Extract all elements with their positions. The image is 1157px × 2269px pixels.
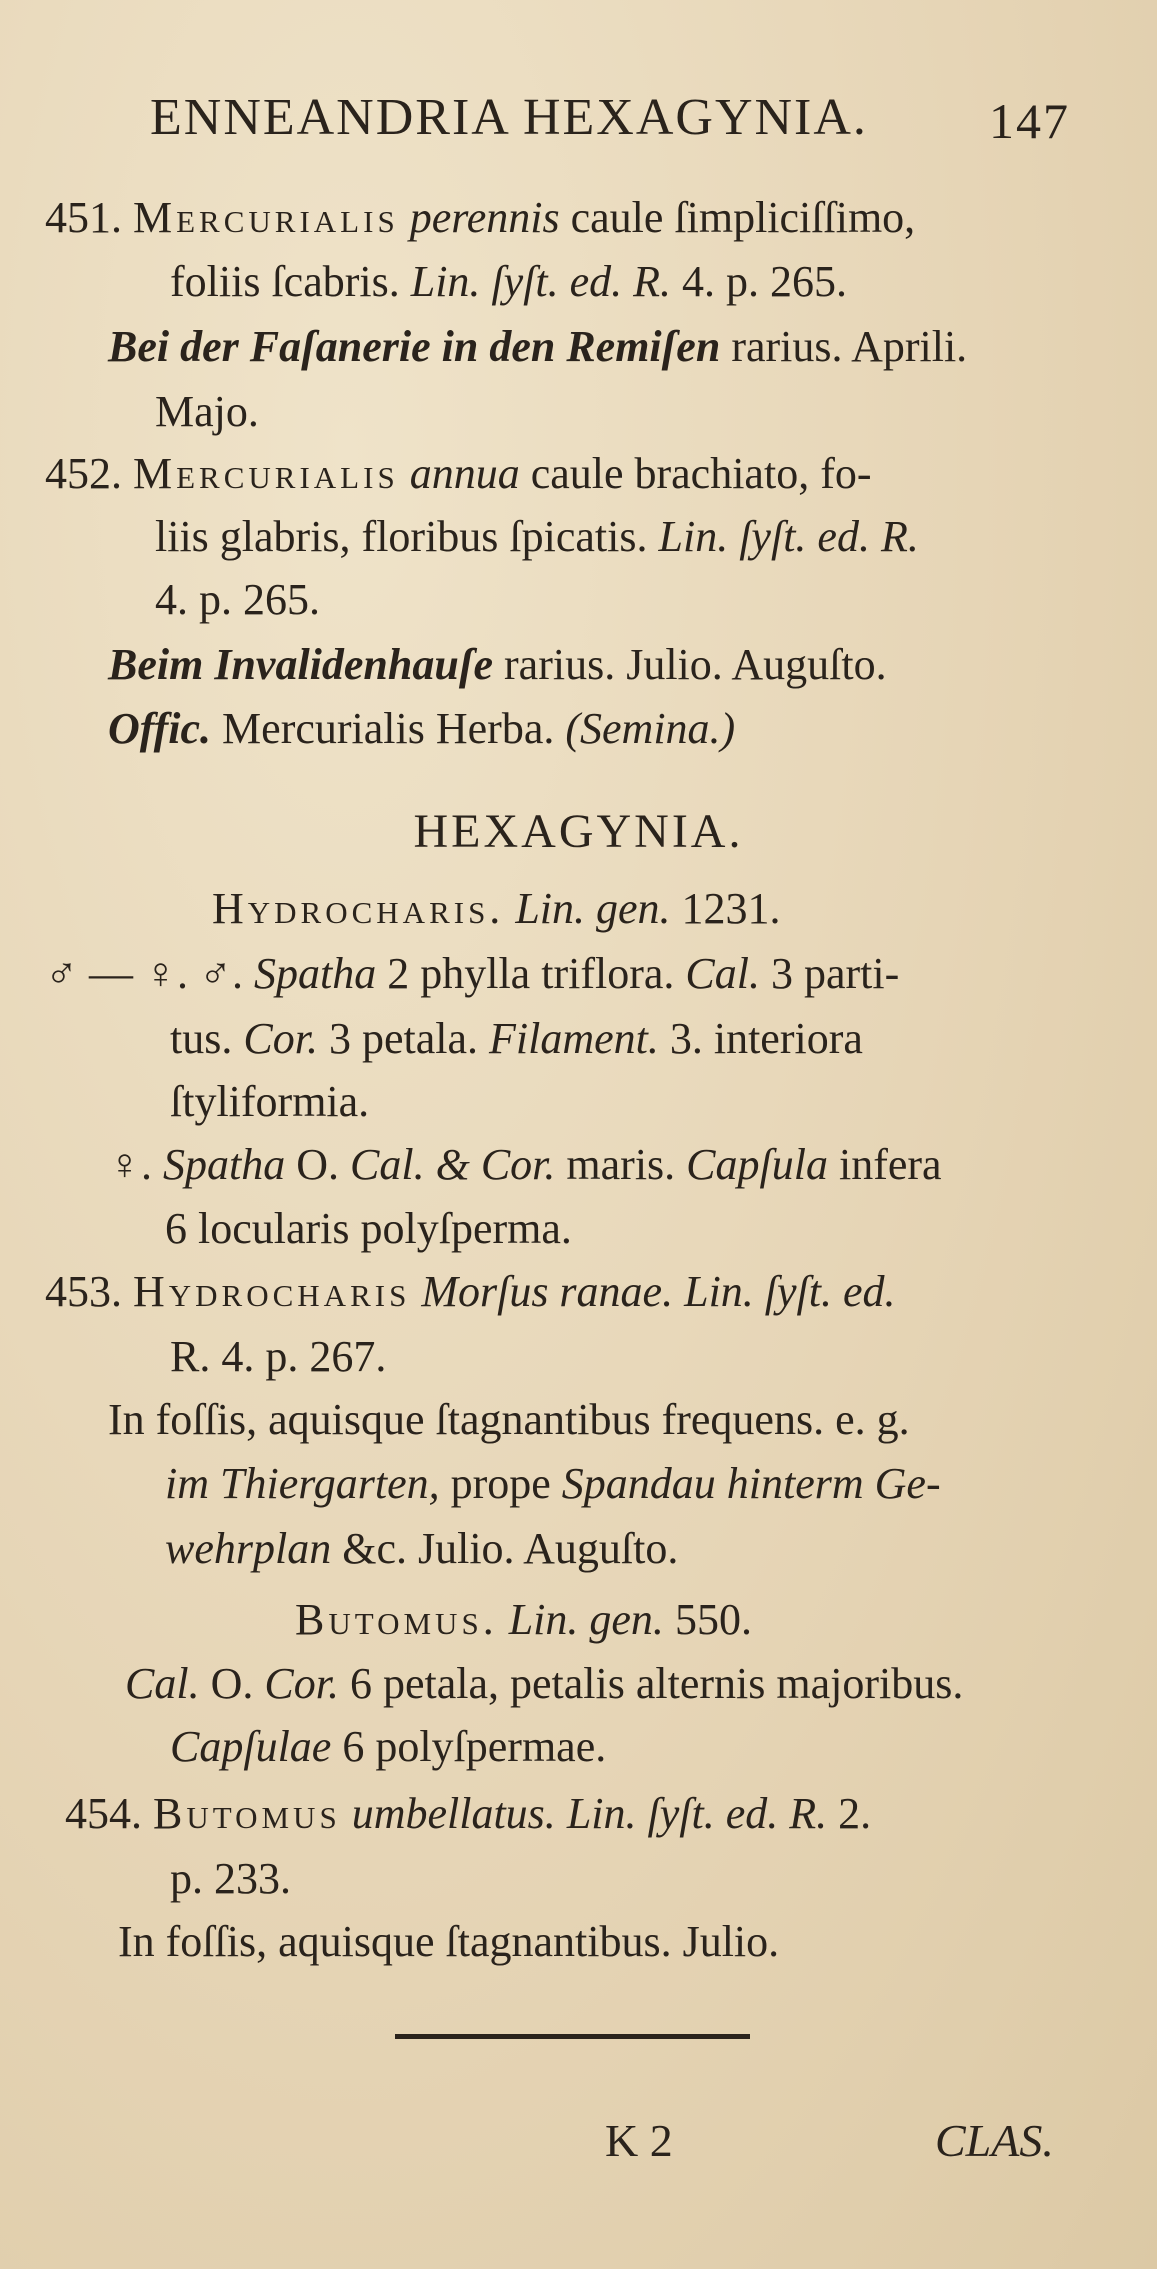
reference: Lin. ſyſt. ed. R. xyxy=(566,1789,828,1838)
entry-454-locality: In foſſis, aquisque ſtagnantibus. Julio. xyxy=(118,1917,780,1966)
hydrocharis-female-line-2: 6 locularis polyſperma. xyxy=(165,1204,572,1253)
entry-453-locality-1: In foſſis, aquisque ſtagnantibus frequens. e. g. xyxy=(108,1395,910,1444)
entry-453-line-2: R. 4. p. 267. xyxy=(170,1332,387,1381)
entry-452-line-2: liis glabris, floribus ſpicatis. Lin. ſyſt. ed. R. xyxy=(155,512,919,561)
hydrocharis-male-line-3: ſtyliformia. xyxy=(170,1077,370,1126)
genus-name: Butomus xyxy=(153,1789,341,1838)
entry-453-line-1 xyxy=(45,1267,896,1316)
entry-451-line-1 xyxy=(45,193,916,242)
species-name: perennis xyxy=(409,193,560,242)
genus-name: Mercurialis xyxy=(133,193,399,242)
genus-name: Mercurialis xyxy=(133,449,399,498)
entry-number: 454. xyxy=(65,1789,142,1838)
entry-451-locality-2: Majo. xyxy=(155,387,259,436)
entry-454-line-2: p. 233. xyxy=(170,1854,291,1903)
description: caule brachiato, fo- xyxy=(530,449,872,498)
hydrocharis-female-line-1: ♀. Spatha O. Cal. & Cor. maris. Capſula infera xyxy=(108,1140,942,1189)
catchword: CLAS. xyxy=(935,2115,1054,2166)
section-heading: HEXAGYNIA. xyxy=(413,805,744,858)
entry-452-line-1 xyxy=(45,449,872,498)
hydrocharis-male-line-1: ♂ — ♀. ♂. Spatha 2 phylla triflora. Cal. 3 parti- xyxy=(45,949,900,998)
reference: Lin. ſyſt. ed. R. xyxy=(658,512,919,561)
species-name: Morſus ranae. xyxy=(421,1267,674,1316)
entry-454-line-1: 454. Butomus umbellatus. Lin. ſyſt. ed. R. 2. xyxy=(65,1789,872,1838)
entry-452-officinal: Offic. Mercurialis Herba. (Semina.) xyxy=(108,704,736,753)
signature-mark: K 2 xyxy=(605,2115,673,2166)
entry-number: 451. xyxy=(45,193,122,242)
entry-451-locality: Bei der Faſanerie in den Remiſen rarius. Aprili. xyxy=(108,322,968,371)
species-name: annua xyxy=(409,449,520,498)
butomus-desc-line-1: Cal. O. Cor. 6 petala, petalis alternis majoribus. xyxy=(125,1659,964,1708)
page-number: 147 xyxy=(989,93,1070,149)
female-symbol: ♀. xyxy=(108,1140,152,1189)
running-title: ENNEANDRIA HEXAGYNIA. xyxy=(150,89,868,146)
hydrocharis-male-line-2: tus. Cor. 3 petala. Filament. 3. interiora xyxy=(170,1014,863,1063)
entry-452-locality: Beim Invalidenhauſe rarius. Julio. Auguſto. xyxy=(108,640,887,689)
description: caule ſimpliciſſimo, xyxy=(570,193,916,242)
genus-hydrocharis-heading: Hydrocharis. Lin. gen. 1231. xyxy=(212,884,781,933)
reference: Lin. ſyſt. ed. xyxy=(684,1267,896,1316)
species-name: umbellatus. xyxy=(351,1789,556,1838)
entry-451-line-2: foliis ſcabris. Lin. ſyſt. ed. R. 4. p. 265. xyxy=(170,257,848,306)
entry-453-locality-3: wehrplan &c. Julio. Auguſto. xyxy=(165,1524,679,1573)
genus-butomus-heading: Butomus. Lin. gen. 550. xyxy=(295,1595,752,1644)
reference: Lin. ſyſt. ed. R. xyxy=(410,257,672,306)
entry-number: 452. xyxy=(45,449,122,498)
sex-symbols: ♂ — ♀. ♂. xyxy=(45,949,243,998)
entry-number: 453. xyxy=(45,1267,122,1316)
butomus-desc-line-2: Capſulae 6 polyſpermae. xyxy=(170,1722,607,1771)
entry-452-line-3: 4. p. 265. xyxy=(155,575,320,624)
genus-name: Hydrocharis xyxy=(133,1267,411,1316)
closing-rule xyxy=(395,2034,750,2039)
entry-453-locality-2: im Thiergarten, prope Spandau hinterm Ge- xyxy=(165,1459,941,1508)
